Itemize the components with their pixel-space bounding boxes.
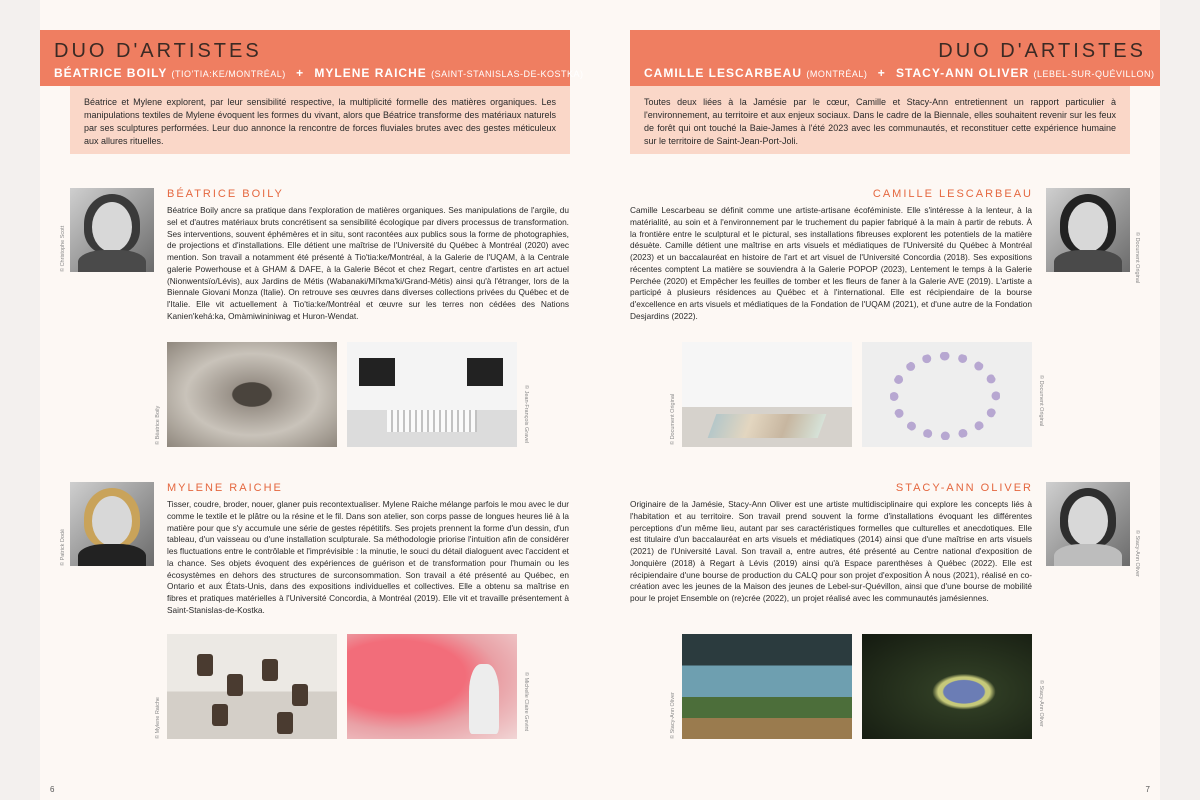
duo-header bbox=[40, 30, 584, 86]
artist1-name: CAMILLE LESCARBEAU bbox=[644, 66, 802, 80]
duo-intro: Béatrice et Mylene explorent, par leur sensibilité respective, la multiplicité formelle des matières organiques. Les manipulations textiles de Mylene évoquent les formes du vivant, alors que Béatrice transforme des matériaux naturels par ses sculptures performées. Leur duo annonce la rencontre de forces fluviales brutes avec des gestes méticuleux aux allures rituelles. bbox=[70, 86, 570, 154]
duo-header bbox=[630, 30, 1160, 86]
photo-credit: © Document Original bbox=[1038, 375, 1044, 427]
artist2-name: STACY-ANN OLIVER bbox=[896, 66, 1030, 80]
photo-credit: © Michelle Claire Gevint bbox=[523, 672, 529, 732]
artwork-photo bbox=[347, 342, 517, 447]
artist2-name: MYLENE RAICHE bbox=[314, 66, 427, 80]
artist-heading: BÉATRICE BOILY bbox=[167, 188, 284, 200]
artist-bio: Béatrice Boily ancre sa pratique dans l'exploration de matières organiques. Ses manipulations de l'argile, du sel et d'autres matériaux bruts concrétisent sa sensibilité écologique par divers processus de transformation. Ses interventions, souvent éphémères et in situ, sont racontées aux publics sous la forme de photographies, de projections et d'installations. Elle détient une maîtrise de l'Université du Québec à Montréal (2020) avec mention. Son travail a notamment été présenté à Tio'tia:ke/Montréal, à la Galerie de l'UQAM, à la Centrale galerie Powerhouse et à GHAM & DAFE, à la Galerie Bécot et chez Regart, centre d'artistes en art actuel (Nionwentsïo/Lévis), aux Jardins de Métis (Wabanaki/Mi'kma'ki/Grand-Métis) ainsi qu'à l'étranger, lors de la Biennale Giovani Monza (Italie). On retrouve ses œuvres dans diverses collections privées du Québec et de l'Italie. Elle vit actuellement à Tio'tia:ke/Montréal et œuvre sur les terres non cédées des Nations Kanien'kehá:ka, Omàmiwininiwag et Huron-Wendat. bbox=[167, 205, 569, 322]
photo-credit: © Mylene Raiche bbox=[155, 697, 161, 739]
right-page bbox=[600, 0, 1160, 800]
photo-credit: © Béatrice Boily bbox=[155, 405, 161, 445]
duo-intro: Toutes deux liées à la Jamésie par le cœur, Camille et Stacy-Ann entretiennent un rapport particulier à l'environnement, au territoire et aux enjeux sociaux. Dans le cadre de la Biennale, elles souhaitent revenir sur les feux de forêt qui ont touché la Baie-James à l'été 2023 avec les communautés, et reconstituer cette expérience humaine sur le territoire de Saint-Jean-Port-Joli. bbox=[630, 86, 1130, 154]
duo-artists bbox=[54, 66, 584, 80]
plus-sign: + bbox=[877, 66, 886, 80]
artist2-location: (LEBEL-SUR-QUÉVILLON) bbox=[1033, 69, 1155, 79]
artist-heading: CAMILLE LESCARBEAU bbox=[872, 188, 1033, 200]
photo-credit: © Jean-François Gravel bbox=[523, 385, 529, 444]
artist-bio: Camille Lescarbeau se définit comme une artiste-artisane écoféministe. Elle s'intéresse à la lenteur, à la matérialité, au soin et à l'environnement par le truchement du papier fabriqué à la main à partir de rebuts. À la frontière entre le sculptural et le pictural, ses installations fibreuses explorent les potentiels de la matière désuète. Camille détient une maîtrise en arts visuels et médiatiques de l'Université du Québec à Montréal (2023) et un baccalauréat en histoire de l'art et art visuel de l'Université Concordia (2018). Ses expositions récentes comptent La matière se souviendra à la Galerie POPOP (2023), Lentement le temps à la Galerie Perchée (2020) et Empêcher les feuilles de tomber et les fleurs de faner à la Galerie AVE (2019). L'artiste a participé à plusieurs résidences au Québec et à l'international. Elle est récipiendaire de la bourse d'excellence en arts visuels et médiatiques de la Fondation de l'UQAM (2021), et d'une autre de la Fondation Desjardins (2022). bbox=[630, 205, 1032, 322]
artist-heading: STACY-ANN OLIVER bbox=[895, 482, 1033, 494]
artwork-photo bbox=[862, 342, 1032, 447]
artist2-location: (SAINT-STANISLAS-DE-KOSTKA) bbox=[431, 69, 584, 79]
artist1-name: BÉATRICE BOILY bbox=[54, 66, 168, 80]
portrait-photo bbox=[1046, 482, 1130, 566]
duo-title: DUO D'ARTISTES bbox=[54, 40, 262, 62]
artwork-photo bbox=[167, 634, 337, 739]
artist-bio: Tisser, coudre, broder, nouer, glaner puis recontextualiser. Mylene Raiche mélange parfois le mou avec le dur comme le textile et le plâtre ou la résine et le fil. Dans son atelier, son corps passe de longues heures lié à la matière pour que s'y accumule une série de gestes répétitifs. Ses projets prennent la forme d'un dessin, d'un tableau, d'un vaisseau ou d'une installation sculpturale. Sa méthodologie priorise l'intuition afin de considérer les fluctuations entre le contrôlable et l'imprévisible : la minutie, le souci du détail dialoguent avec l'accident et la chance. Ses objets évoquent des expériences de guérison et de transformation pour l'humain ou les écosystèmes en dehors des structures de surconsommation. Son travail a été présenté au Québec, en Ontario et aux États-Unis, dans des expositions individuelles et collectives. Elle a obtenu sa maîtrise en fibres et pratiques matérielles à l'Université Concordia, à Montréal (2019). Elle vit et travaille présentement à Saint-Stanislas-de-Kostka. bbox=[167, 499, 569, 616]
photo-credit: © Document Original bbox=[1134, 232, 1140, 284]
portrait-photo bbox=[70, 188, 154, 272]
portrait-photo bbox=[70, 482, 154, 566]
artwork-photo bbox=[682, 634, 852, 739]
artwork-photo bbox=[862, 634, 1032, 739]
photo-credit: © Christophe Scott bbox=[60, 225, 66, 272]
photo-credit: © Stacy-Ann Oliver bbox=[1134, 530, 1140, 577]
artist1-location: (MONTRÉAL) bbox=[806, 69, 868, 79]
artwork-photo bbox=[682, 342, 852, 447]
artwork-photo bbox=[167, 342, 337, 447]
portrait-photo bbox=[1046, 188, 1130, 272]
artist-heading: MYLENE RAICHE bbox=[167, 482, 283, 494]
duo-title: DUO D'ARTISTES bbox=[938, 40, 1146, 62]
photo-credit: © Document Original bbox=[670, 393, 676, 445]
artist1-location: (TIO'TIA:KE/MONTRÉAL) bbox=[171, 69, 286, 79]
artist-bio: Originaire de la Jamésie, Stacy-Ann Oliver est une artiste multidisciplinaire qui explore les concepts liés à l'habitation et au territoire. Son travail prend souvent la forme d'installations évoquant les différentes perceptions d'un même lieu, autant par ses caractéristiques formelles que culturelles et anecdotiques. Elle est titulaire d'un baccalauréat en arts visuels et médiatiques (2014) ainsi que d'une maîtrise en arts visuels (2021) de l'Université Laval. Son travail a, entre autres, été présenté au Centre national d'exposition de Jonquière (2018) à Regart à Lévis (2019) ainsi qu'à Espace parenthèses à Québec (2022). Elle est récipiendaire d'une bourse de production du CALQ pour son projet d'exposition À nous (2021), réalisé en co-création avec les jeunes de la Maison des jeunes de Lebel-sur-Quévillon, ainsi que d'une bourse de mobilité pour le projet Ensemble on (re)crée (2022), un projet réalisé avec les communautés jamésiennes. bbox=[630, 499, 1032, 604]
plus-sign: + bbox=[296, 66, 305, 80]
photo-credit: © Stacy-Ann Oliver bbox=[1038, 680, 1044, 727]
left-page bbox=[40, 0, 600, 800]
duo-artists bbox=[644, 66, 1155, 80]
page-number: 7 bbox=[1145, 785, 1150, 794]
photo-credit: © Patrick Dodé bbox=[60, 528, 66, 566]
page-number: 6 bbox=[50, 785, 55, 794]
photo-credit: © Stacy-Ann Oliver bbox=[670, 692, 676, 739]
artwork-photo bbox=[347, 634, 517, 739]
